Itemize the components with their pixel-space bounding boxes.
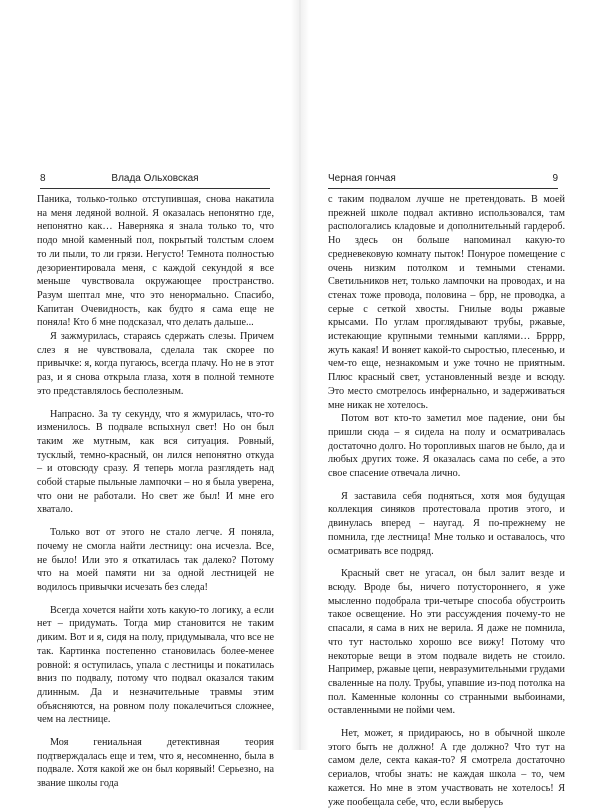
paragraph: Нет, может, я придираюсь, но в обычной школе этого быть не должно! А где должно? Что тут на самом деле, секта какая-то? Я смотрела достаточно сериалов, чтобы знать: не каждая школа – то, чем кажется. Но мне в этом участвовать не хотелось! Я уже пообещала себе, что, если выберусь — [328, 728, 565, 808]
paragraph: Красный свет не угасал, он был залит везде и всюду. Вроде бы, ничего потустороннего, я уже мысленно подобрала три-четыре способа обустроить такое освещение. Но эти рассуждения почему-то не спасали, я сама в них не верила. Я даже не помнила, что тут настолько хорошо все вижу! Потому что некоторые вещи в этом подвале видеть не стоило. Например, ржавые цепи, невразумительными грудами сваленные на полу. Трубы, упавшие из-под потолка на пол. Каменные колонны со странными выбоинами, оставленными не пойми чем. — [328, 568, 565, 717]
paragraph: с таким подвалом лучше не претендовать. В моей прежней школе подвал активно использовался, там распологались кладовые и дополнительный гардероб. Но здесь он больше напоминал какую-то средневековую комнату пыток! Понурое помещение с очень низким потолком и темными стенами. Светильников нет, только лампочки на проводах, и на стенах тоже провода, половина – брр, не проводка, а серые с сеткой хвосты. Гнилые воды ржавые крысами. По углам проглядывают трубы, ржавые, истекающие крупными темными каплями… Брррр, жуть какая! И воняет какой-то сыростью, плесенью, и чем-то еще, незнакомым и уже точно не приятным. Плюс красный свет, установленный везде и всюду. Это место смотрелось инфернально, и задерживаться мне никак не хотелось. — [328, 194, 565, 411]
running-title-author: Влада Ольховская — [111, 173, 199, 184]
running-title-book: Черная гончая — [328, 173, 396, 184]
book-gutter — [291, 0, 309, 750]
paragraph: Потом вот кто-то заметил мое падение, они бы пришли сюда – я сидела на полу и осматривалась достаточно долго. Но торопливых шагов не было, да и любых других тоже. Я оказалась сама по себе, а это свое спасение отвечала лично. — [328, 413, 565, 480]
paragraph: Я заставила себя подняться, хотя моя будущая коллекция синяков протестовала против этого, и двинулась вперед – наугад. Я по-прежнему не помнила, где лестница! Мне только и оставалось, что осматривать все подряд. — [328, 490, 565, 557]
paragraph: Только вот от этого не стало легче. Я поняла, почему не смогла найти лестницу: она исчезла. Все, не было! Или это я откатилась так далеко? Потому что на моей памяти ни за одной лестницей не водилось привычки исчезать без следа! — [37, 527, 274, 593]
paragraph: Всегда хочется найти хоть какую-то логику, а если нет – придумать. Тогда мир становится не таким диким. Вот и я, сидя на полу, придумывала, что все не так. Картинка постепенно становилась более-менее ровной: я оступилась, упала с лестницы и покатилась вниз по подвалу, потому что подвал оказался таким длинным. Да и незначительные травмы этим объясняются, на ровном полу покалечиться сложнее, чем на лестнице. — [37, 604, 274, 726]
paragraph: Паника, только-только отступившая, снова накатила на меня ледяной волной. Я оказалась непонятно где, непонятно как… Наверняка я знала только то, что подо мной каменный пол, покрытый толстым слоем то ли пыли, то ли грязи. Негусто! Темнота полностью дезориентировала меня, с каждой секундой я все меньше чувствовала окружающее пространство. Разум шептал мне, что это ненормально. Спасибо, Капитан Очевидность, как будто я сама еще не поняла! Кто б мне подсказал, что делать дальше... — [37, 194, 274, 329]
paragraph: Напрасно. За ту секунду, что я жмурилась, что-то изменилось. В подвале вспыхнул свет! Но он был таким же мутным, как вся ситуация. Ровный, тусклый, темно-красный, он лился непонятно откуда – и отовсюду сразу. Я теперь могла разглядеть над собой старые пыльные лампочки – но я была уверена, что они не работали. Но свет же был! И мне его хватало. — [37, 408, 274, 516]
page-number: 8 — [40, 173, 46, 184]
right-page-body — [328, 193, 565, 809]
paragraph: Я зажмурилась, стараясь сдержать слезы. Причем слез я не чувствовала, сделала так скорее по привычке: я, когда пугаюсь, всегда плачу. Но не в этот раз, и я снова открыла глаза, хотя в полной темноте это представлялось бесполезным. — [37, 331, 274, 397]
running-head-right — [328, 172, 558, 189]
paragraph: Моя гениальная детективная теория подтверждалась еще и тем, что я, несомненно, была в подвале. Хотя какой же он был корявый! Серьезно, на звание школы года — [37, 737, 274, 790]
page-number: 9 — [552, 173, 558, 184]
